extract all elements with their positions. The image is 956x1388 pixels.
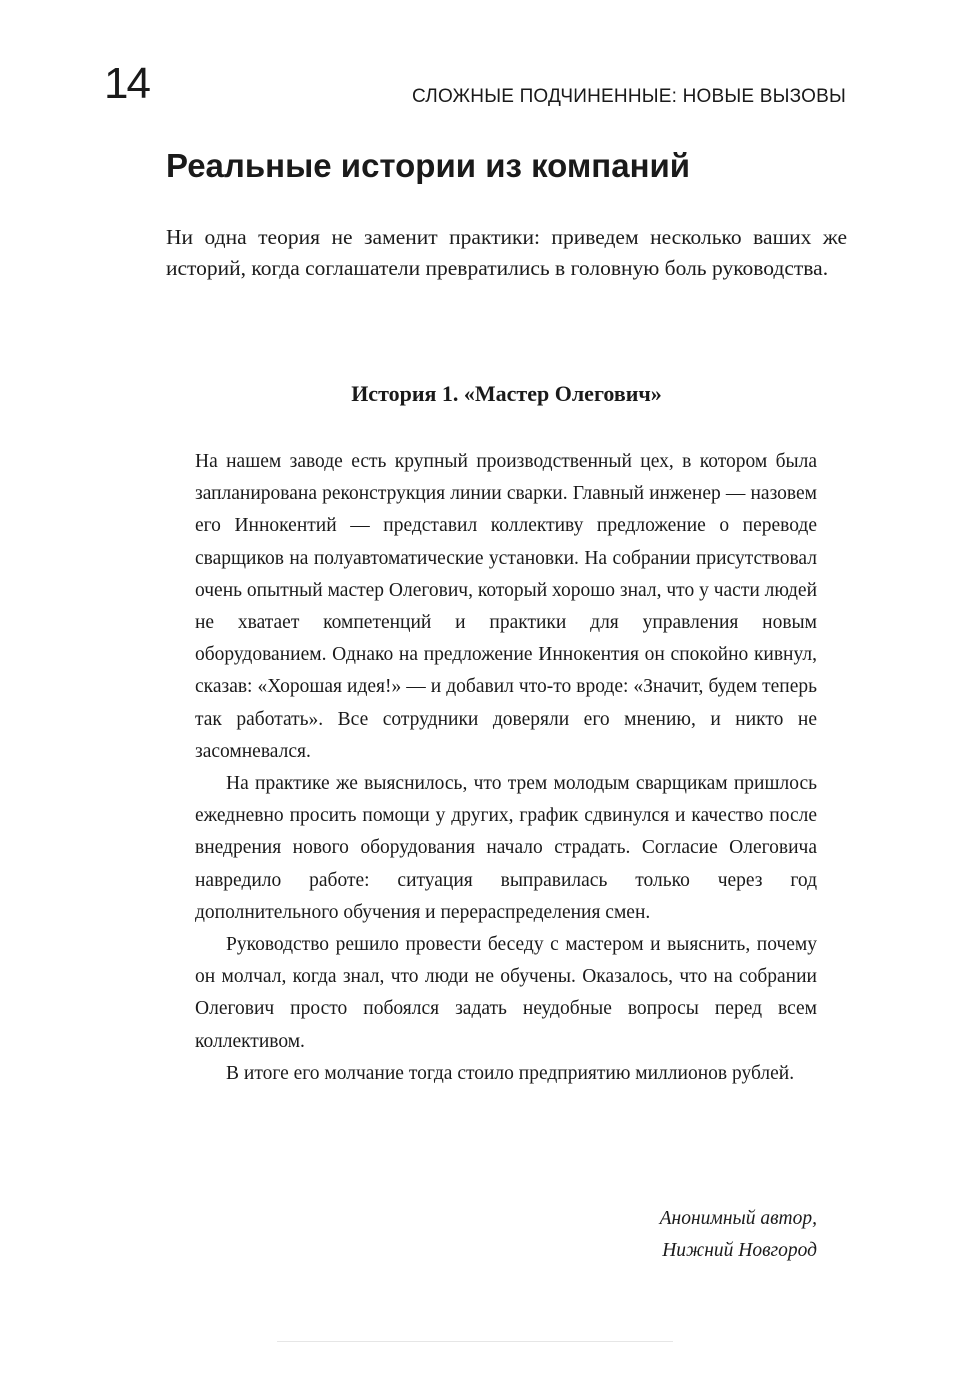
footer-divider xyxy=(277,1341,673,1342)
story-title: История 1. «Мастер Олегович» xyxy=(351,381,662,406)
page-number: 14 xyxy=(104,59,149,108)
story-paragraph: На нашем заводе есть крупный производственный цех, в котором была запланирована реконструкция линии сварки. Главный инженер — назовем его Иннокентий — представил коллективу предложение о переводе сварщиков на полуавтоматические установки. На собрании присутствовал очень опытный мастер Олегович, который хорошо знал, что у части людей не хватает компетенций и практики для управления новым оборудованием. Однако на предложение Иннокентия он спокойно кивнул, сказав: «Хорошая идея!» — и добавил что-то вроде: «Значит, будем теперь так работать». Все сотрудники доверяли его мнению, и никто не засомневался. xyxy=(195,451,817,762)
running-header: СЛОЖНЫЕ ПОДЧИНЕННЫЕ: НОВЫЕ ВЫЗОВЫ xyxy=(412,86,846,107)
story-signature xyxy=(660,1203,817,1267)
story-paragraph: На практике же выяснилось, что трем молодым сварщикам пришлось ежедневно просить помощи у других, график сдвинулся и качество после внедрения нового оборудования начало страдать. Согласие Олеговича навредило работе: ситуация выправилась только через год дополнительного обучения и перераспределения смен. xyxy=(195,773,817,923)
signature-author: Анонимный автор, xyxy=(659,1208,817,1229)
signature-city: Нижний Новгород xyxy=(662,1240,817,1261)
story-paragraph: Руководство решило провести беседу с мастером и выяснить, почему он молчал, когда знал, что люди не обучены. Оказалось, что на собрании Олегович просто побоялся задать неудобные вопросы перед всем коллективом. xyxy=(195,934,817,1052)
story-body xyxy=(195,446,817,1090)
intro-paragraph: Ни одна теория не заменит практики: приведем несколько ваших же историй, когда соглашатели превратились в головную боль руководства. xyxy=(166,225,847,280)
section-title: Реальные истории из компаний xyxy=(166,147,691,184)
story-paragraph: В итоге его молчание тогда стоило предприятию миллионов рублей. xyxy=(226,1062,795,1084)
